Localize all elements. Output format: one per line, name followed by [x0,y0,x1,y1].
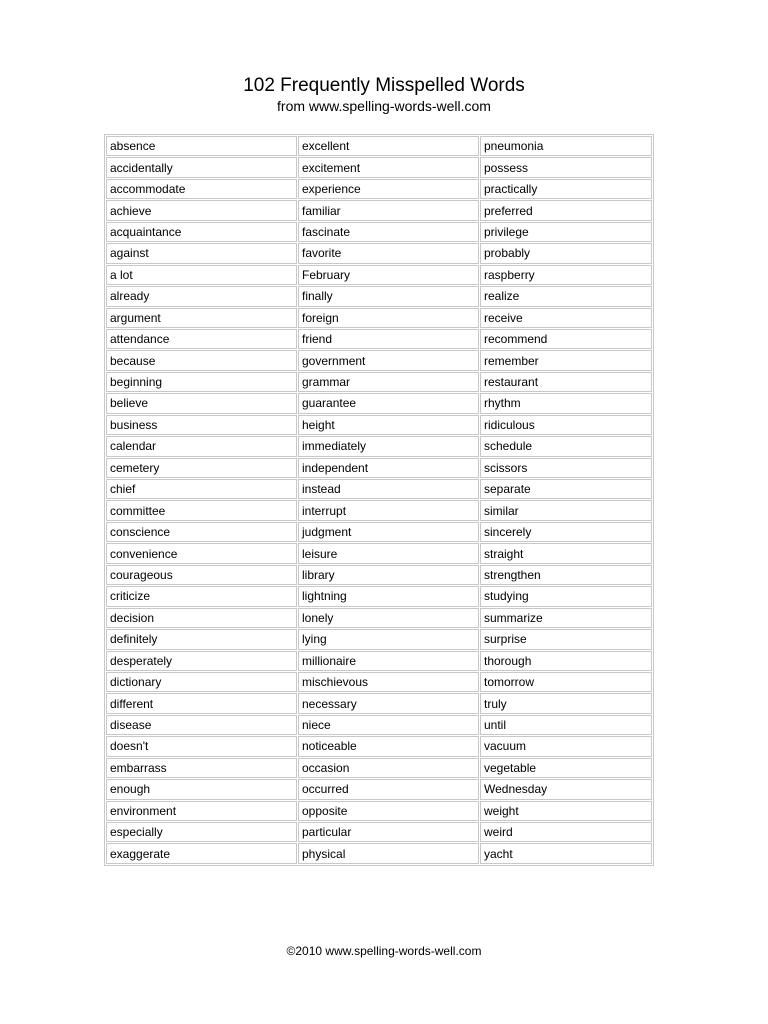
word-cell: definitely [106,629,297,649]
table-row [106,629,652,649]
table-row [106,222,652,242]
word-cell: separate [480,479,652,499]
word-cell: excitement [298,157,479,177]
table-row [106,715,652,735]
table-row [106,265,652,285]
word-cell: summarize [480,608,652,628]
word-cell: conscience [106,522,297,542]
word-cell: straight [480,543,652,563]
word-cell: absence [106,136,297,156]
table-row [106,286,652,306]
word-cell: guarantee [298,393,479,413]
word-cell: similar [480,500,652,520]
word-cell: particular [298,822,479,842]
table-row [106,308,652,328]
word-cell: immediately [298,436,479,456]
word-cell: committee [106,500,297,520]
word-cell: truly [480,693,652,713]
word-cell: lightning [298,586,479,606]
table-row [106,801,652,821]
word-cell: realize [480,286,652,306]
word-cell: interrupt [298,500,479,520]
word-cell: desperately [106,651,297,671]
table-row [106,415,652,435]
word-cell: preferred [480,200,652,220]
word-cell: schedule [480,436,652,456]
word-cell: doesn't [106,736,297,756]
table-row [106,651,652,671]
word-cell: government [298,350,479,370]
table-row [106,565,652,585]
word-cell: mischievous [298,672,479,692]
word-cell: argument [106,308,297,328]
word-cell: achieve [106,200,297,220]
table-row [106,522,652,542]
word-cell: favorite [298,243,479,263]
table-row [106,350,652,370]
word-cell: vegetable [480,758,652,778]
word-cell: scissors [480,458,652,478]
word-cell: necessary [298,693,479,713]
word-cell: lying [298,629,479,649]
word-cell: yacht [480,843,652,863]
word-cell: chief [106,479,297,499]
word-cell: dictionary [106,672,297,692]
word-cell: because [106,350,297,370]
word-cell: recommend [480,329,652,349]
word-table-body [106,136,652,864]
word-cell: niece [298,715,479,735]
word-cell: judgment [298,522,479,542]
word-cell: probably [480,243,652,263]
table-row [106,608,652,628]
word-cell: millionaire [298,651,479,671]
word-cell: height [298,415,479,435]
word-cell: ridiculous [480,415,652,435]
word-cell: different [106,693,297,713]
word-cell: accidentally [106,157,297,177]
table-row [106,843,652,863]
page-title: 102 Frequently Misspelled Words [243,75,525,96]
word-cell: privilege [480,222,652,242]
word-cell: foreign [298,308,479,328]
word-cell: practically [480,179,652,199]
word-cell: restaurant [480,372,652,392]
word-cell: especially [106,822,297,842]
table-row [106,479,652,499]
table-row [106,693,652,713]
word-cell: courageous [106,565,297,585]
word-cell: exaggerate [106,843,297,863]
word-cell: vacuum [480,736,652,756]
table-row [106,758,652,778]
word-cell: accommodate [106,179,297,199]
word-cell: a lot [106,265,297,285]
table-row [106,586,652,606]
word-cell: instead [298,479,479,499]
word-cell: remember [480,350,652,370]
word-cell: business [106,415,297,435]
word-cell: library [298,565,479,585]
word-cell: occasion [298,758,479,778]
word-cell: grammar [298,372,479,392]
word-cell: independent [298,458,479,478]
word-cell: beginning [106,372,297,392]
word-cell: already [106,286,297,306]
word-cell: tomorrow [480,672,652,692]
table-row [106,543,652,563]
word-cell: rhythm [480,393,652,413]
table-row [106,179,652,199]
word-cell: decision [106,608,297,628]
word-cell: against [106,243,297,263]
word-cell: possess [480,157,652,177]
table-row [106,779,652,799]
word-cell: studying [480,586,652,606]
word-cell: sincerely [480,522,652,542]
word-cell: noticeable [298,736,479,756]
table-row [106,436,652,456]
word-cell: disease [106,715,297,735]
table-row [106,200,652,220]
word-cell: Wednesday [480,779,652,799]
table-row [106,736,652,756]
word-cell: raspberry [480,265,652,285]
page-subtitle: from www.spelling-words-well.com [277,98,491,114]
word-table [104,134,654,866]
word-cell: acquaintance [106,222,297,242]
table-row [106,672,652,692]
word-cell: convenience [106,543,297,563]
word-cell: friend [298,329,479,349]
page-footer: ©2010 www.spelling-words-well.com [286,944,482,958]
word-cell: leisure [298,543,479,563]
table-row [106,822,652,842]
word-cell: calendar [106,436,297,456]
word-cell: until [480,715,652,735]
table-row [106,243,652,263]
word-cell: occurred [298,779,479,799]
word-cell: excellent [298,136,479,156]
word-cell: finally [298,286,479,306]
table-row [106,157,652,177]
word-cell: familiar [298,200,479,220]
word-cell: February [298,265,479,285]
word-cell: attendance [106,329,297,349]
word-cell: strengthen [480,565,652,585]
word-cell: experience [298,179,479,199]
word-cell: receive [480,308,652,328]
word-cell: opposite [298,801,479,821]
table-row [106,136,652,156]
word-cell: pneumonia [480,136,652,156]
word-cell: enough [106,779,297,799]
table-row [106,458,652,478]
word-cell: lonely [298,608,479,628]
table-row [106,393,652,413]
table-row [106,500,652,520]
table-row [106,372,652,392]
word-cell: physical [298,843,479,863]
table-row [106,329,652,349]
word-cell: environment [106,801,297,821]
word-cell: criticize [106,586,297,606]
word-cell: embarrass [106,758,297,778]
word-cell: surprise [480,629,652,649]
word-cell: cemetery [106,458,297,478]
word-cell: believe [106,393,297,413]
word-cell: weird [480,822,652,842]
word-cell: fascinate [298,222,479,242]
word-cell: thorough [480,651,652,671]
word-cell: weight [480,801,652,821]
